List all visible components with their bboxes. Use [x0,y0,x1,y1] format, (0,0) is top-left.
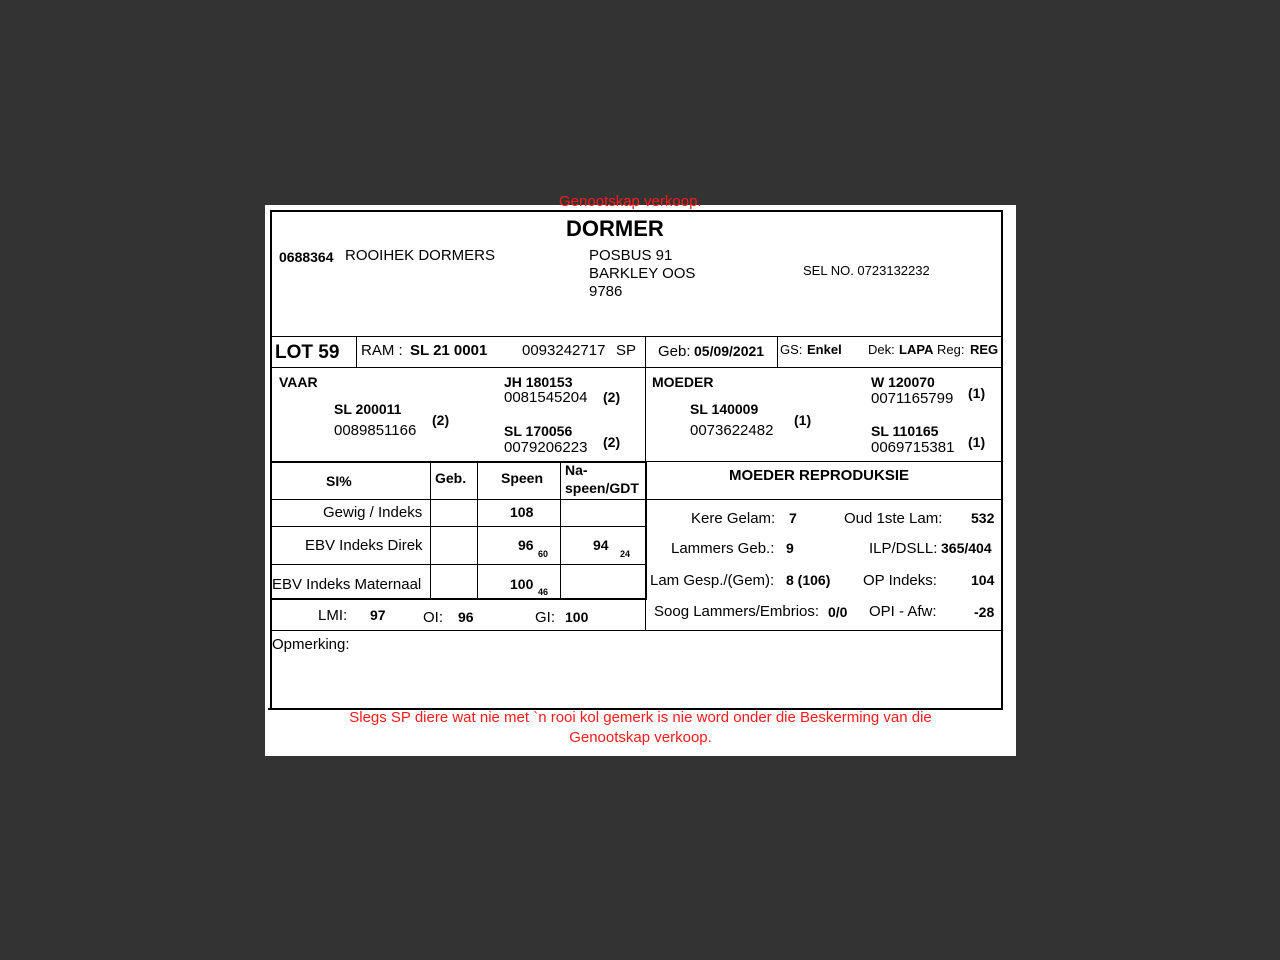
si-header: SI% [326,473,352,489]
lam-gesp-label: Lam Gesp./(Gem): [650,572,775,589]
op-indeks-value: 104 [971,572,995,588]
sires-sire-id: JH 180153 [504,374,573,390]
gs-value: Enkel [807,342,842,357]
gewig-speen-value: 108 [510,504,534,520]
dek-value: LAPA [899,342,934,357]
sires-dam-registration: 0079206223 [504,439,588,456]
footer-warning-line-2: Genootskap verkoop. [569,729,712,746]
lam-gesp-value: 8 (106) [786,572,831,588]
sires-dam-id: SL 170056 [504,423,573,439]
pedigree-bottom-line-left [270,461,647,463]
kere-gelam-label: Kere Gelam: [691,510,776,527]
breeder-number: 0688364 [279,249,334,265]
lmi-label: LMI: [318,607,348,624]
address-line-3: 9786 [589,283,623,300]
address-line-1: POSBUS 91 [589,247,673,264]
soog-lammers-label: Soog Lammers/Embrios: [654,603,820,620]
reg-value: REG [970,342,999,357]
ebv-direk-speen-accuracy: 60 [538,549,549,559]
ebv-maternal-speen-value: 100 [510,576,534,592]
divider [777,336,778,367]
oi-value: 96 [458,609,474,625]
lammers-geb-label: Lammers Geb.: [671,540,775,557]
gi-label: GI: [535,609,556,626]
remarks-label: Opmerking: [272,636,350,653]
pedigree-bottom-line-right [647,461,1003,462]
sires-sire-registration: 0081545204 [504,389,588,406]
naspeen-header-line1: Na- [565,462,588,478]
dek-label: Dek: [868,342,895,357]
divider [645,461,647,599]
sale-lot-card [265,193,1016,756]
sires-dam-flag: (2) [603,434,621,450]
dams-sire-flag: (1) [968,385,986,401]
frame-left [270,210,272,710]
naspeen-header-line2: speen/GDT [565,480,639,496]
birth-date: 05/09/2021 [694,343,765,359]
divider [560,461,561,599]
footer-warning-line-1: Slegs SP diere wat nie met `n rooi kol gemerk is nie word onder die Beskerming van die [349,709,932,726]
gs-label: GS: [780,342,803,357]
gi-value: 100 [565,609,589,625]
dam-flag: (1) [794,412,812,428]
ebv-maternal-speen-accuracy: 46 [538,587,549,597]
kere-gelam-value: 7 [789,510,797,526]
breeder-name: ROOIHEK DORMERS [345,247,496,264]
summary-bottom-line [270,630,1003,631]
sire-flag: (2) [432,412,450,428]
dams-sire-id: W 120070 [871,374,935,390]
dam-section-label: MOEDER [652,374,714,390]
ebv-maternal-row-label: EBV Indeks Maternaal [272,576,422,593]
lmi-value: 97 [370,607,386,623]
reg-label: Reg: [937,342,965,357]
divider [645,367,646,461]
cell-number: SEL NO. 0723132232 [803,263,930,278]
lot-row-bottom-line [270,367,1003,368]
sire-section-label: VAAR [279,374,318,390]
divider [270,499,645,500]
geb-header: Geb. [435,470,467,486]
oi-label: OI: [423,609,444,626]
divider [645,336,646,367]
ram-label: RAM : [361,342,403,359]
ram-registration: 0093242717 [522,342,606,359]
divider [647,499,1003,500]
divider [270,526,645,527]
divider [270,564,645,565]
oud-1ste-lam-label: Oud 1ste Lam: [844,510,943,527]
ebv-direk-speen-value: 96 [518,537,534,553]
birth-label: Geb: [658,343,691,360]
repro-title: MOEDER REPRODUKSIE [729,467,910,484]
divider [430,461,431,599]
ram-id: SL 21 0001 [410,342,488,359]
frame-top [270,210,1003,212]
lammers-geb-value: 9 [786,540,794,556]
frame-right [1001,210,1003,710]
soog-lammers-value: 0/0 [828,604,848,620]
opi-afw-label: OPI - Afw: [869,603,937,620]
sires-sire-flag: (2) [603,389,621,405]
dams-dam-id: SL 110165 [871,423,939,439]
op-indeks-label: OP Indeks: [863,572,937,589]
oud-1ste-lam-value: 532 [971,510,995,526]
dams-sire-registration: 0071165799 [871,390,954,407]
dam-id: SL 140009 [690,401,759,417]
sire-id: SL 200011 [334,401,402,417]
divider [645,599,646,630]
breed-title: DORMER [566,216,664,241]
ebv-direk-row-label: EBV Indeks Direk [305,537,423,554]
top-cut-notice: Genootskap verkoop. [559,193,702,210]
opi-afw-value: -28 [974,604,995,620]
dam-registration: 0073622482 [690,422,774,439]
lot-number: LOT 59 [275,342,340,363]
dams-dam-flag: (1) [968,434,986,450]
ebv-direk-naspeen-value: 94 [593,537,609,553]
divider [270,598,647,600]
address-line-2: BARKLEY OOS [589,265,696,282]
speen-header: Speen [501,470,544,486]
divider [477,461,478,599]
ilp-dsll-value: 365/404 [941,540,992,556]
gewig-row-label: Gewig / Indeks [323,504,423,521]
divider [356,336,357,367]
sire-registration: 0089851166 [334,422,417,439]
lot-row-top-line [270,336,1003,337]
ram-status: SP [616,342,637,359]
ilp-dsll-label: ILP/DSLL: [869,540,938,557]
dams-dam-registration: 0069715381 [871,439,955,456]
ebv-direk-naspeen-accuracy: 24 [620,549,631,559]
